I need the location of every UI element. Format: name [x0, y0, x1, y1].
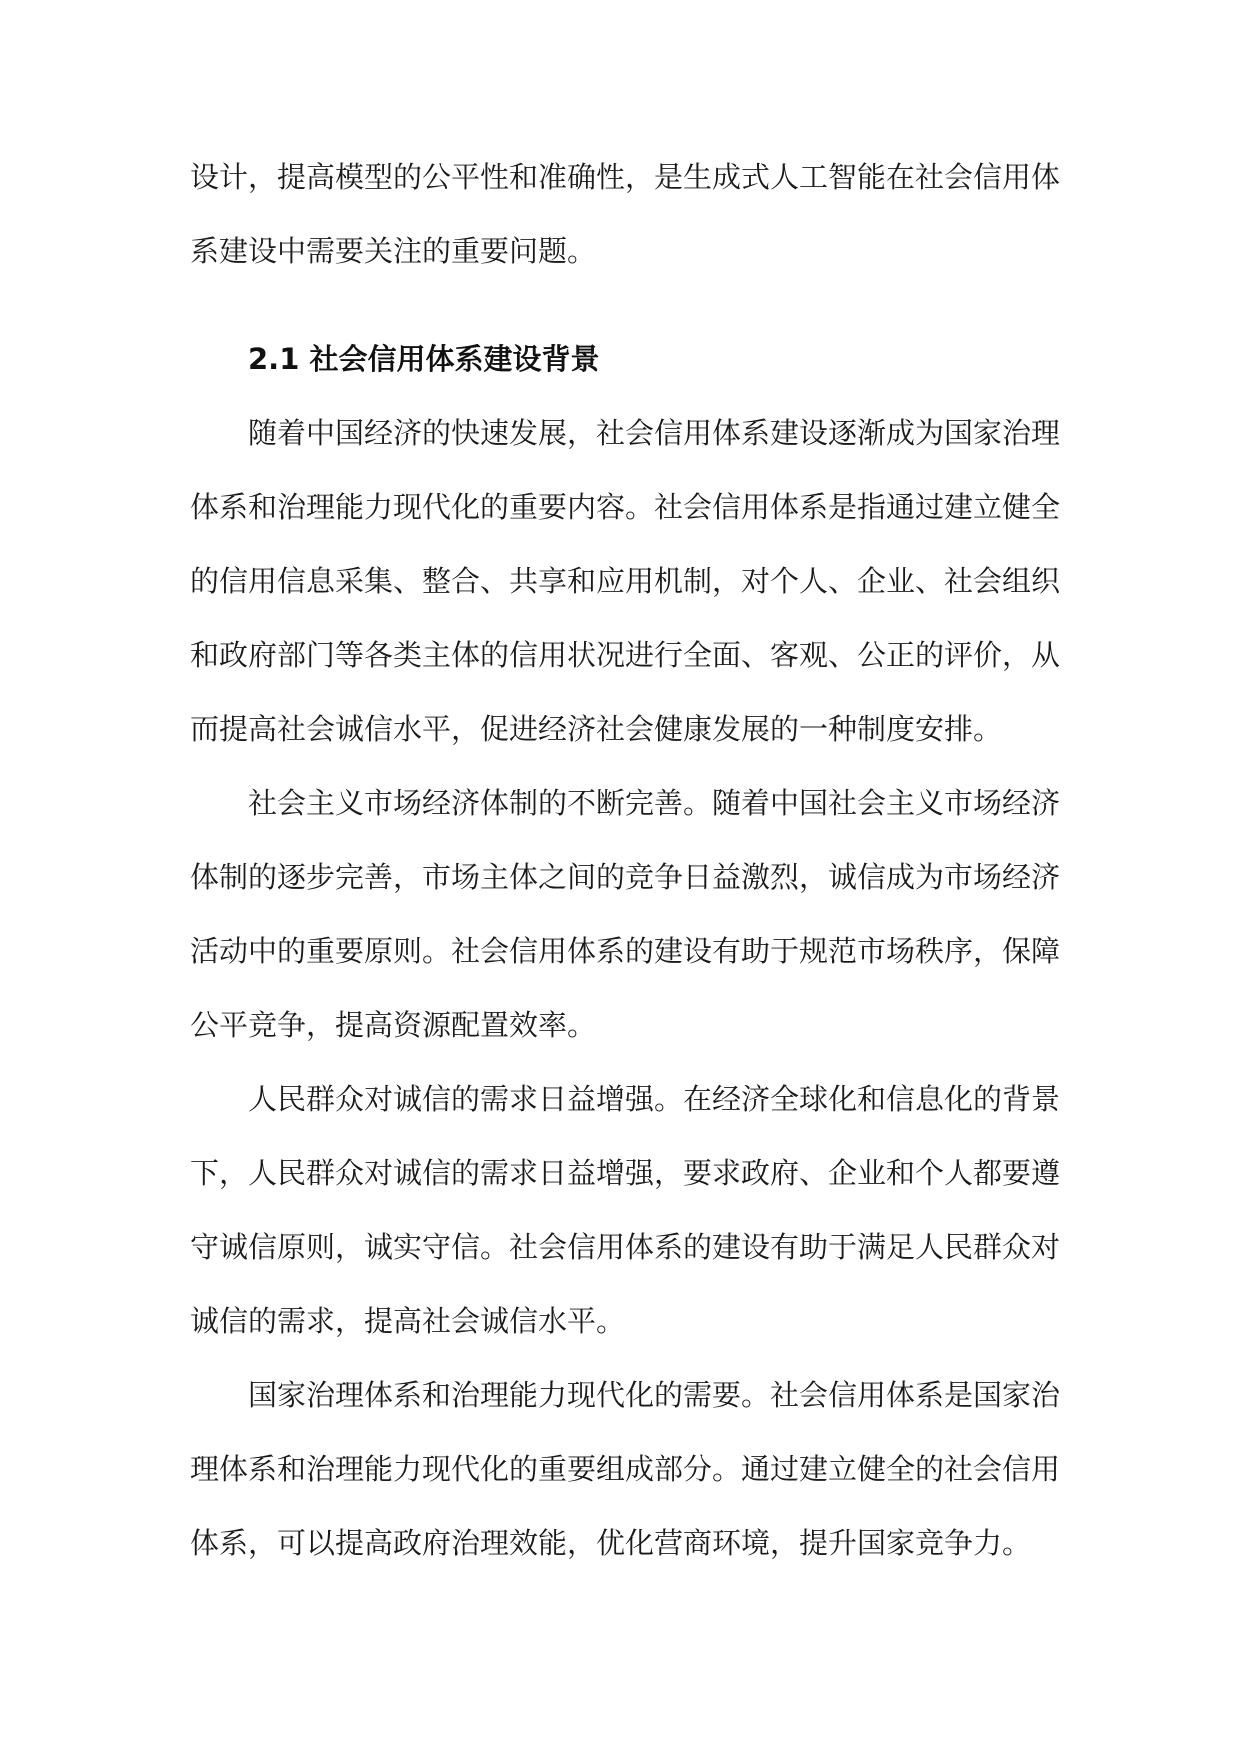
- paragraph-background: 随着中国经济的快速发展，社会信用体系建设逐渐成为国家治理体系和治理能力现代化的重要内容。社会信用体系是指通过建立健全的信用信息采集、整合、共享和应用机制，对个人、企业、社会组织和政府部门等各类主体的信用状况进行全面、客观、公正的评价，从而提高社会诚信水平，促进经济社会健康发展的一种制度安排。: [190, 416, 1061, 746]
- paragraph-governance: 国家治理体系和治理能力现代化的需要。社会信用体系是国家治理体系和治理能力现代化的重要组成部分。通过建立健全的社会信用体系，可以提高政府治理效能，优化营商环境，提升国家竞争力。: [190, 1378, 1061, 1560]
- section-heading: 2.1 社会信用体系建设背景: [248, 342, 600, 376]
- document-body: [190, 140, 1060, 1580]
- paragraph-continuation: 设计，提高模型的公平性和准确性，是生成式人工智能在社会信用体系建设中需要关注的重要问题。: [190, 160, 1061, 268]
- paragraph-public-demand: 人民群众对诚信的需求日益增强。在经济全球化和信息化的背景下，人民群众对诚信的需求日益增强，要求政府、企业和个人都要遵守诚信原则，诚实守信。社会信用体系的建设有助于满足人民群众对诚信的需求，提高社会诚信水平。: [190, 1082, 1061, 1338]
- paragraph-market-economy: 社会主义市场经济体制的不断完善。随着中国社会主义市场经济体制的逐步完善，市场主体之间的竞争日益激烈，诚信成为市场经济活动中的重要原则。社会信用体系的建设有助于规范市场秩序，保障公平竞争，提高资源配置效率。: [190, 786, 1061, 1042]
